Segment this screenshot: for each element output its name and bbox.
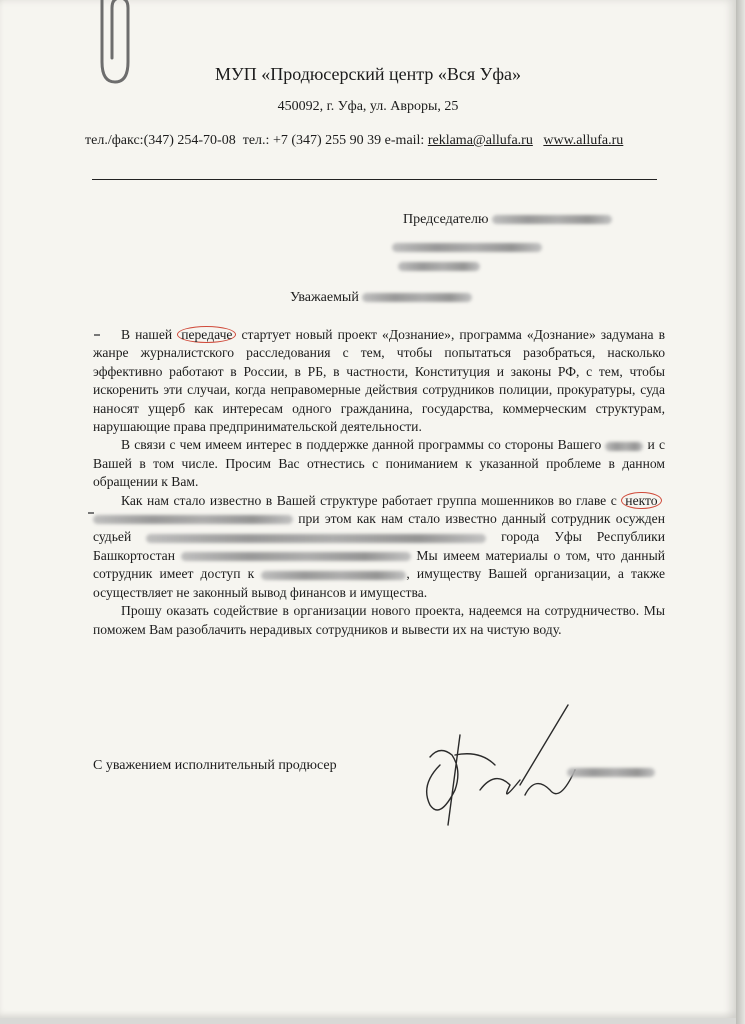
greeting-text: Уважаемый [290, 290, 359, 305]
greeting [290, 290, 472, 306]
redacted-text [261, 571, 406, 580]
website-link[interactable]: www.allufa.ru [543, 133, 624, 148]
redacted-text [181, 552, 411, 561]
redacted-recipient-line-2 [392, 238, 542, 256]
redacted-recipient-line-3 [398, 257, 480, 275]
circled-word: передаче [177, 326, 236, 343]
email-link[interactable]: reklama@allufa.ru [427, 133, 533, 148]
letter-body [93, 326, 665, 639]
recipient-title: Председателю [403, 212, 489, 227]
paragraph-3: Как нам стало известно в Вашей структуре работает группа мошенников во главе с некто при этом как нам стало известно данный сотрудник осужден судьей города Уфы Республики Башкортостан Мы имеем материалы о том, что данный сотрудник имеет доступ к , имуществу Вашей организации, а также осуществляет не законный вывод финансов и имущества. [93, 492, 665, 600]
paragraph-2: В связи с чем имеем интерес в поддержке данной программы со стороны Вашего и с Вашей в том числе. Просим Вас отнестись с пониманием к указанной проблеме в данном обращении к Вам. [93, 437, 665, 490]
tel-fax-label: тел./факс: [85, 133, 144, 148]
circled-word: некто [621, 492, 661, 509]
redacted-text [605, 442, 643, 451]
header-divider [92, 179, 657, 180]
redacted-name [362, 293, 472, 302]
closing-line: С уважением исполнительный продюсер [93, 758, 337, 773]
recipient-block [403, 212, 612, 228]
contact-line [85, 133, 623, 149]
paragraph-4: Прошу оказать содействие в организации нового проекта, надеемся на сотрудничество. Мы поможем Вам разоблачить нерадивых сотрудников и вывести их на чистую воду. [93, 603, 665, 637]
redacted-signer-name [567, 763, 655, 781]
tel-fax-number: (347) 254-70-08 [143, 133, 236, 148]
scan-edge [736, 0, 745, 1024]
paragraph-1: В нашей передаче стартует новый проект «Дознание», программа «Дознание» задумана в жанре журналистского расследования с тем, чтобы попытаться разобраться, насколько эффективно работают в России, в РБ, в частности, Конституция и законы РФ, с тем, чтобы искоренить эти случаи, когда неправомерные действия сотрудников полиции, прокуратуры, суда наносят ущерб как интересам одного гражданина, государства, коммерческим структурам, нарушающие права предпринимательской деятельности. [93, 327, 665, 435]
redacted-text [146, 534, 486, 543]
redacted-name [492, 215, 612, 224]
tel-label: тел.: [242, 133, 270, 148]
redacted-text [93, 515, 293, 524]
org-address: 450092, г. Уфа, ул. Авроры, 25 [277, 99, 459, 114]
tel-number: +7 (347) 255 90 39 [272, 133, 382, 148]
org-title: МУП «Продюсерский центр «Вся Уфа» [214, 64, 522, 84]
email-label: e-mail: [384, 133, 425, 148]
